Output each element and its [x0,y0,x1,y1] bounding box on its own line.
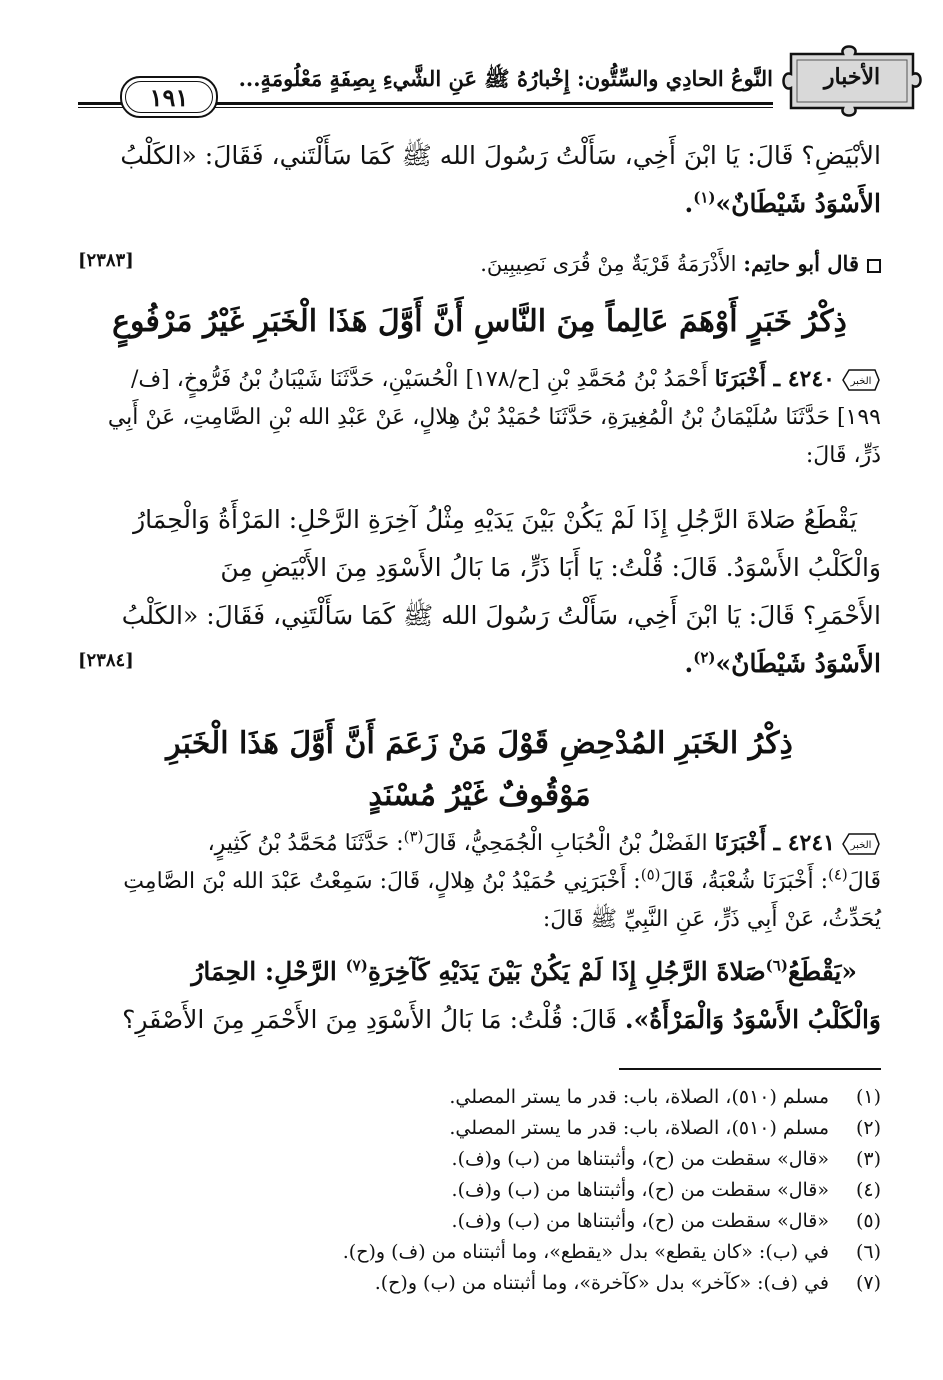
footnote-number: (٢) [855,1117,881,1139]
text-span: . [684,189,694,218]
hadith-marker-label: الخبر [850,840,872,851]
abu-hatim-note [78,246,881,282]
hadith-isnad [78,824,881,939]
footnote-number: (٥) [855,1210,881,1232]
text-line [78,996,881,1044]
text-line [78,544,881,592]
heading-line: مَوْقُوفٌ غَيْرُ مُسْنَدٍ [368,778,591,813]
footnote-number: (٤) [855,1179,881,1201]
hadith-number: ٤٢٤٠ ـ أَخْبَرَنَا [714,366,835,392]
text-span: أَحْمَدُ بْنُ مُحَمَّدِ بْنِ [ح/١٧٨] الْحُسَيْنِ، حَدَّثَنَا شَيْبَانُ بْنُ فَرُّوخٍ، [ف/ [130,367,708,392]
text-line [78,948,881,996]
text-line [78,399,881,437]
text-span: وَالْكَلْبُ الأَسْوَدُ. قَالَ: قُلْتُ: يَا أَبَا ذَرٍّ، مَا بَالُ الأَسْوَدِ مِنَ الأَبْيَضِ مِنَ [220,553,881,582]
hadith-matn [78,948,881,1044]
footnotes-list [78,1082,881,1299]
text-span: يَقْطَعُ صَلاةَ الرَّجُلِ إِذَا لَمْ يَكُنْ بَيْنَ يَدَيْهِ مِثْلُ آخِرَةِ الرَّحْلِ: المَرْأَةُ وَالْحِمَارُ [133,505,857,534]
footnote-text: «قال» سقطت من (ح)، وأثبتناها من (ب) و(ف). [451,1179,829,1201]
text-line [78,863,881,901]
section-tab-label: الأخبار [823,64,881,90]
bold-text: الأَسْوَدُ شَيْطَانٌ» [715,649,881,678]
hadith-marker-icon [841,831,881,857]
footnote-ref[interactable]: (٥) [640,865,661,884]
text-line [78,132,881,180]
text-line [78,824,881,863]
footnote-text: «قال» سقطت من (ح)، وأثبتناها من (ب) و(ف). [451,1148,829,1170]
bold-text: الرَّحْلِ: الحِمَارُ [191,957,337,986]
footnote-ref[interactable]: (٦) [765,956,788,975]
text-span: : أَخْبَرَنِي حُمَيْدُ بْنُ هِلالٍ، قَالَ: سَمِعْتُ عَبْدَ الله بْنَ الصَّامِتِ [123,869,641,894]
bold-text: وَالْكَلْبُ الأَسْوَدُ وَالْمَرْأَةُ». [624,1005,881,1034]
footnote-ref[interactable]: (٣) [403,827,424,846]
footnote-text: «قال» سقطت من (ح)، وأثبتناها من (ب) و(ف). [451,1210,829,1232]
footnote-number: (٣) [855,1148,881,1170]
footnote-ref[interactable]: (١) [693,188,716,207]
footnote-number: (١) [855,1086,881,1108]
footnote [78,1144,881,1175]
footnote [78,1237,881,1268]
text-span: : حَدَّثَنَا مُحَمَّدُ بْنُ كَثِيرٍ، [207,831,404,856]
footnote [78,1113,881,1144]
bold-text: صَلاةَ الرَّجُلِ إِذَا لَمْ يَكُنْ بَيْنَ يَدَيْهِ كَآخِرَةِ [367,957,766,986]
page-number-text: ١٩١ [149,82,189,112]
hadith-isnad [78,360,881,475]
paragraph-continuation [78,132,881,228]
reference-number: [٢٣٨٣] [78,250,134,271]
text-span: : أَخْبَرَنَا شُعْبَةُ، قَالَ [660,869,828,894]
hadith-marker-label: الخبر [850,376,872,387]
page-number [120,76,218,118]
running-title: النَّوعُ الحادِي والسِّتُّون: إِخْبارُهُ ﷺ عَنِ الشَّيءِ بِصِفَةٍ مَعْلُومَةٍ... [238,66,773,91]
heading-line: ذِكْرُ الخَبَرِ المُدْحِضِ قَوْلَ مَنْ زَعَمَ أَنَّ أَوَّلَ هَذَا الْخَبَرِ [166,726,793,761]
hadith-matn [78,496,881,688]
footnote-text: في (ب): «كان يقطع» بدل «يقطع»، وما أثبتناه من (ف) و(ح). [342,1241,829,1263]
footnote-ref[interactable]: (٧) [345,956,368,975]
text-span: يُحَدِّثُ، عَنْ أَبِي ذَرٍّ، عَنِ النَّبِيِّ ﷺ قَالَ: [542,907,881,932]
text-span: الأبْيَضِ؟ قَالَ: يَا ابْنَ أَخِي، سَأَلْتُ رَسُولَ الله ﷺ كَمَا سَأَلْتَني، فَقَالَ: «الكَلْبُ [120,141,881,170]
footnote-ref[interactable]: (٢) [693,648,716,667]
text-span: ذَرٍّ، قَالَ: [805,443,881,468]
chapter-heading: ذِكْرُ خَبَرٍ أَوْهَمَ عَالِماً مِنَ النَّاسِ أَنَّ أَوَّلَ هَذَا الْخَبَرِ غَيْرُ مَرْفُوعٍ [112,304,847,339]
footnote-text: مسلم (٥١٠)، الصلاة، باب: قدر ما يستر المصلي. [449,1117,829,1139]
text-span: ١٩٩] حَدَّثَنَا سُلَيْمَانُ بْنُ الْمُغِيرَةِ، حَدَّثَنَا حُمَيْدُ بْنُ هِلالٍ، عَنْ عَبْدِ الله بْنِ الصَّامِتِ، عَنْ أَبِي [107,405,881,430]
footnote [78,1082,881,1113]
text-line [78,180,881,228]
text-line [78,901,881,939]
puzzle-piece-icon [773,40,923,118]
footnote [78,1268,881,1299]
text-span: الأَحْمَرِ؟ قَالَ: يَا ابْنَ أَخِي، سَأَلْتُ رَسُولَ الله ﷺ كَمَا سَأَلْتَنِي، فَقَالَ: «الكَلْبُ [121,601,881,630]
footnote-text: في (ف): «كآخر» بدل «كآخرة»، وما أثبتناه من (ب) و(ح). [374,1272,829,1294]
footnote [78,1206,881,1237]
hadith-number: ٤٢٤١ ـ أَخْبَرَنَا [714,830,835,856]
text-span: قَالَ: قُلْتُ: مَا بَالُ الأَسْوَدِ مِنَ الأَحْمَرِ مِنَ الأَصْفَرِ؟ [122,1005,617,1034]
footnote-text: مسلم (٥١٠)، الصلاة، باب: قدر ما يستر المصلي. [449,1086,829,1108]
bold-text: «يَقْطَعُ [787,957,857,986]
text-span: . [684,649,694,678]
text-line [78,360,881,399]
footnote-separator [619,1068,881,1070]
reference-number: [٢٣٨٤] [78,650,134,671]
square-bullet-icon [867,259,881,273]
hadith-marker-icon [841,367,881,393]
text-span: الفَضْلُ بْنُ الْحُبَابِ الْجُمَحِيُّ، قَالَ [423,831,708,856]
page-header [78,40,923,118]
footnote [78,1175,881,1206]
bold-text: الأَسْوَدُ شَيْطَانٌ» [715,189,881,218]
text-line [78,437,881,475]
chapter-heading [78,718,881,822]
note-label: قال أبو حاتِم: [743,251,859,276]
text-line [78,496,881,544]
note-text: الأَذْرَمَةُ قَرْيَةٌ مِنْ قُرَى نَصِيبِينَ. [480,252,737,276]
text-line [78,592,881,640]
text-line [78,640,881,688]
footnote-number: (٦) [855,1241,881,1263]
footnote-number: (٧) [855,1272,881,1294]
footnote-ref[interactable]: (٤) [828,865,848,884]
text-span: قَالَ [847,869,881,894]
